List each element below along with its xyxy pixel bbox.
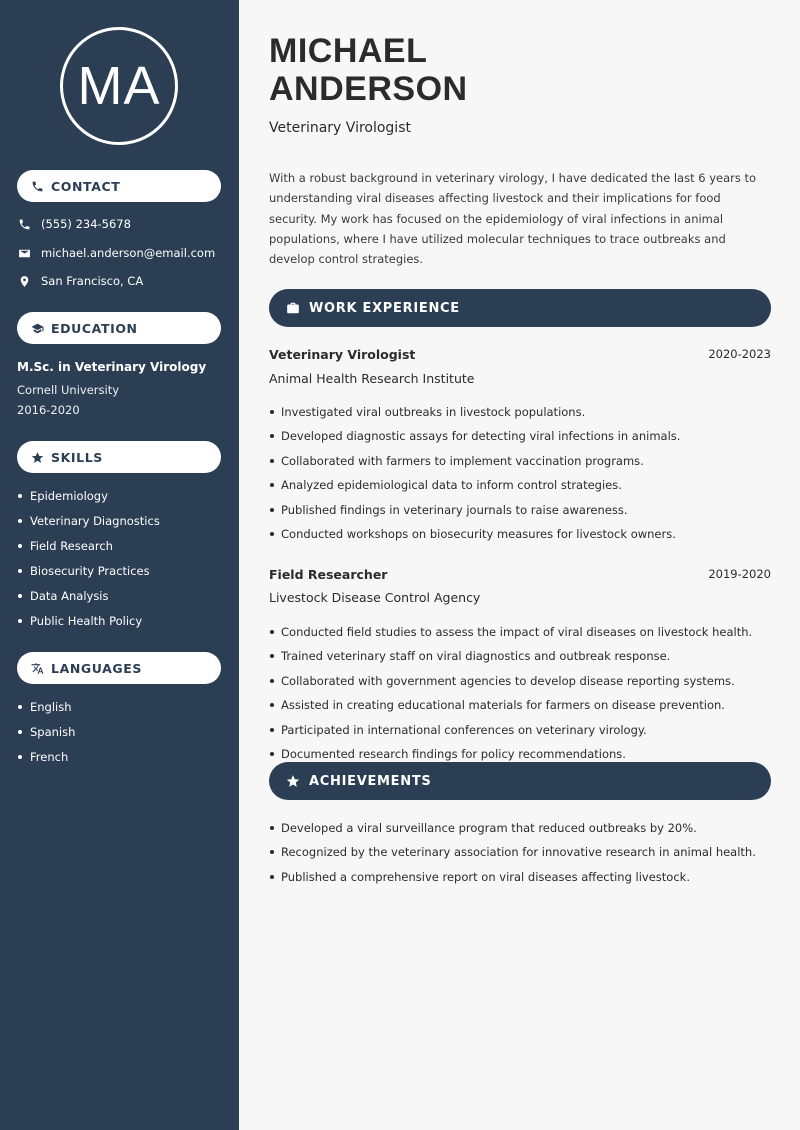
work-experience-heading-label: WORK EXPERIENCE [309, 300, 460, 316]
education-heading [17, 312, 221, 344]
skill-item: Veterinary Diagnostics [17, 512, 160, 537]
achievements-list [269, 819, 774, 892]
achievement-item: Published a comprehensive report on viral diseases affecting livestock. [269, 868, 774, 892]
language-item: Spanish [17, 723, 75, 748]
job-bullet: Documented research findings for policy recommendations. [269, 745, 774, 769]
briefcase-icon [285, 301, 300, 316]
achievement-item: Developed a viral surveillance program that reduced outbreaks by 20%. [269, 819, 774, 843]
job-bullet: Participated in international conferences on veterinary virology. [269, 721, 774, 745]
job-bullet: Collaborated with farmers to implement vaccination programs. [269, 452, 774, 476]
skill-item: Field Research [17, 537, 160, 562]
education-years: 2016-2020 [17, 403, 80, 417]
avatar-initials: MA [60, 27, 178, 145]
job-bullets [269, 403, 774, 549]
main-content [239, 0, 800, 1130]
skills-heading-label: SKILLS [51, 449, 103, 465]
education-heading-label: EDUCATION [51, 320, 138, 336]
skills-list [17, 487, 160, 637]
job-bullets [269, 623, 774, 769]
location-pin-icon [17, 274, 31, 288]
work-experience-heading [269, 289, 771, 327]
job-bullet: Conducted field studies to assess the impact of viral diseases on livestock health. [269, 623, 774, 647]
phone-icon [17, 217, 31, 231]
job-bullet: Assisted in creating educational materials for farmers on disease prevention. [269, 696, 774, 720]
contact-location [17, 274, 143, 288]
contact-heading [17, 170, 221, 202]
achievements-heading [269, 762, 771, 800]
job-bullet: Collaborated with government agencies to develop disease reporting systems. [269, 672, 774, 696]
education-degree: M.Sc. in Veterinary Virology [17, 360, 207, 374]
achievement-item: Recognized by the veterinary association for innovative research in animal health. [269, 843, 774, 867]
skill-item: Data Analysis [17, 587, 160, 612]
skills-heading [17, 441, 221, 473]
job-dates: 2019-2020 [708, 567, 771, 581]
contact-phone-text: (555) 234-5678 [41, 217, 131, 231]
graduation-cap-icon [30, 321, 44, 335]
profile-summary: With a robust background in veterinary virology, I have dedicated the last 6 years to understanding viral diseases affecting livestock and their implications for food security. My work has focused on the epidemiology of viral infections in animal populations, where I have utilized molecular techniques to trace outbreaks and develop control strategies. [269, 171, 757, 267]
languages-list [17, 698, 75, 773]
language-item: English [17, 698, 75, 723]
job-organization: Livestock Disease Control Agency [269, 590, 481, 605]
languages-heading [17, 652, 221, 684]
sidebar [0, 0, 239, 1130]
contact-heading-label: CONTACT [51, 178, 121, 194]
candidate-name-line: MICHAEL [269, 32, 428, 70]
job-bullet: Conducted workshops on biosecurity measures for livestock owners. [269, 525, 774, 549]
contact-email-text: michael.anderson@email.com [41, 246, 216, 260]
achievements-heading-label: ACHIEVEMENTS [309, 773, 432, 789]
translate-icon [30, 661, 44, 675]
job-organization: Animal Health Research Institute [269, 371, 475, 386]
contact-email [17, 246, 215, 260]
candidate-name-line: ANDERSON [269, 70, 468, 108]
star-icon [30, 450, 44, 464]
languages-heading-label: LANGUAGES [51, 660, 143, 676]
skill-item: Public Health Policy [17, 612, 160, 637]
skill-item: Biosecurity Practices [17, 562, 160, 587]
job-bullet: Analyzed epidemiological data to inform control strategies. [269, 476, 774, 500]
job-role: Veterinary Virologist [269, 347, 416, 362]
mail-icon [17, 246, 31, 260]
candidate-name [269, 32, 749, 108]
job-bullet: Investigated viral outbreaks in livestock populations. [269, 403, 774, 427]
candidate-title: Veterinary Virologist [269, 120, 411, 136]
job-dates: 2020-2023 [708, 347, 771, 361]
contact-location-text: San Francisco, CA [41, 274, 144, 288]
job-bullet: Trained veterinary staff on viral diagnostics and outbreak response. [269, 647, 774, 671]
contact-phone [17, 217, 131, 231]
skill-item: Epidemiology [17, 487, 160, 512]
star-icon [285, 774, 300, 789]
job-bullet: Published findings in veterinary journals to raise awareness. [269, 501, 774, 525]
job-bullet: Developed diagnostic assays for detecting viral infections in animals. [269, 427, 774, 451]
phone-icon [30, 179, 44, 193]
job-role: Field Researcher [269, 567, 388, 582]
language-item: French [17, 748, 75, 773]
education-school: Cornell University [17, 383, 120, 397]
